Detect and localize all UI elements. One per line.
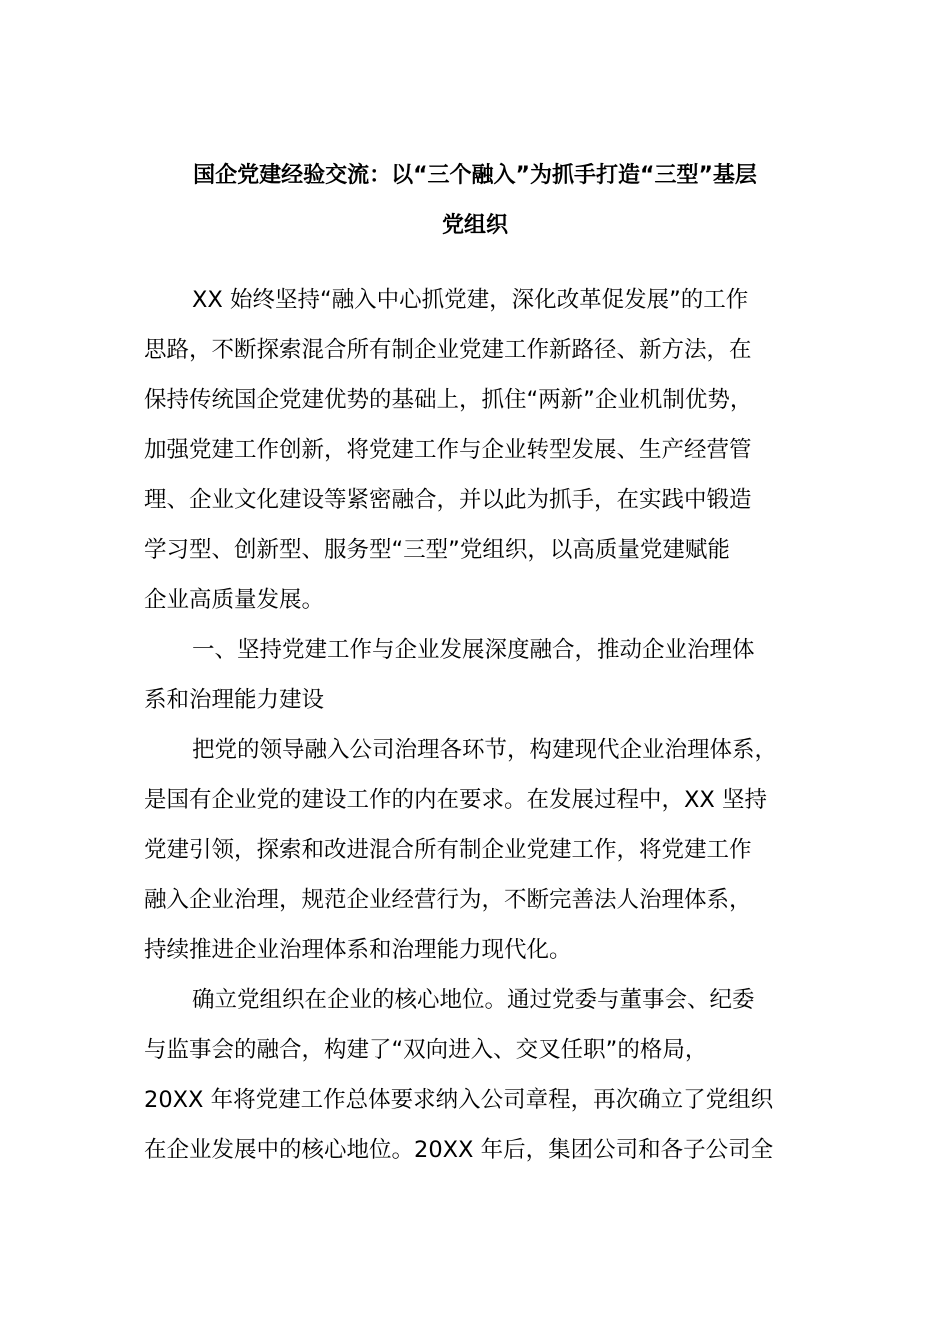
- paragraph-line: 20XX 年将党建工作总体要求纳入公司章程，再次确立了党组织: [144, 1087, 774, 1113]
- paragraph-line: 党建引领，探索和改进混合所有制企业党建工作，将党建工作: [144, 837, 752, 863]
- paragraph-line: 思路，不断探索混合所有制企业党建工作新路径、新方法，在: [144, 337, 752, 363]
- paragraph-line: 融入企业治理，规范企业经营行为，不断完善法人治理体系，: [144, 887, 752, 913]
- paragraph-line: 是国有企业党的建设工作的内在要求。在发展过程中，XX 坚持: [144, 787, 767, 813]
- document-title-line-2: 党组织: [441, 213, 508, 238]
- paragraph-line: 持续推进企业治理体系和治理能力现代化。: [144, 937, 572, 963]
- paragraph-line: 保持传统国企党建优势的基础上，抓住“两新”企业机制优势，: [144, 387, 753, 413]
- paragraph-line: 学习型、创新型、服务型“三型”党组织，以高质量党建赋能: [144, 537, 730, 563]
- paragraph-line: 在企业发展中的核心地位。20XX 年后，集团公司和各子公司全: [144, 1137, 774, 1163]
- section-heading-line: 一、坚持党建工作与企业发展深度融合，推动企业治理体: [192, 637, 755, 663]
- paragraph-line: 企业高质量发展。: [144, 587, 325, 613]
- paragraph-line: XX 始终坚持“融入中心抓党建，深化改革促发展”的工作: [192, 287, 749, 313]
- document-title-line-1: 国企党建经验交流：以“三个融入”为抓手打造“三型”基层: [193, 163, 757, 188]
- paragraph-line: 确立党组织在企业的核心地位。通过党委与董事会、纪委: [192, 987, 755, 1013]
- section-heading-line: 系和治理能力建设: [144, 687, 325, 713]
- paragraph-line: 理、企业文化建设等紧密融合，并以此为抓手，在实践中锻造: [144, 487, 752, 513]
- paragraph-line: 与监事会的融合，构建了“双向进入、交叉任职”的格局，: [144, 1037, 708, 1063]
- paragraph-line: 把党的领导融入公司治理各环节，构建现代企业治理体系，: [192, 737, 778, 763]
- paragraph-line: 加强党建工作创新，将党建工作与企业转型发展、生产经营管: [144, 437, 752, 463]
